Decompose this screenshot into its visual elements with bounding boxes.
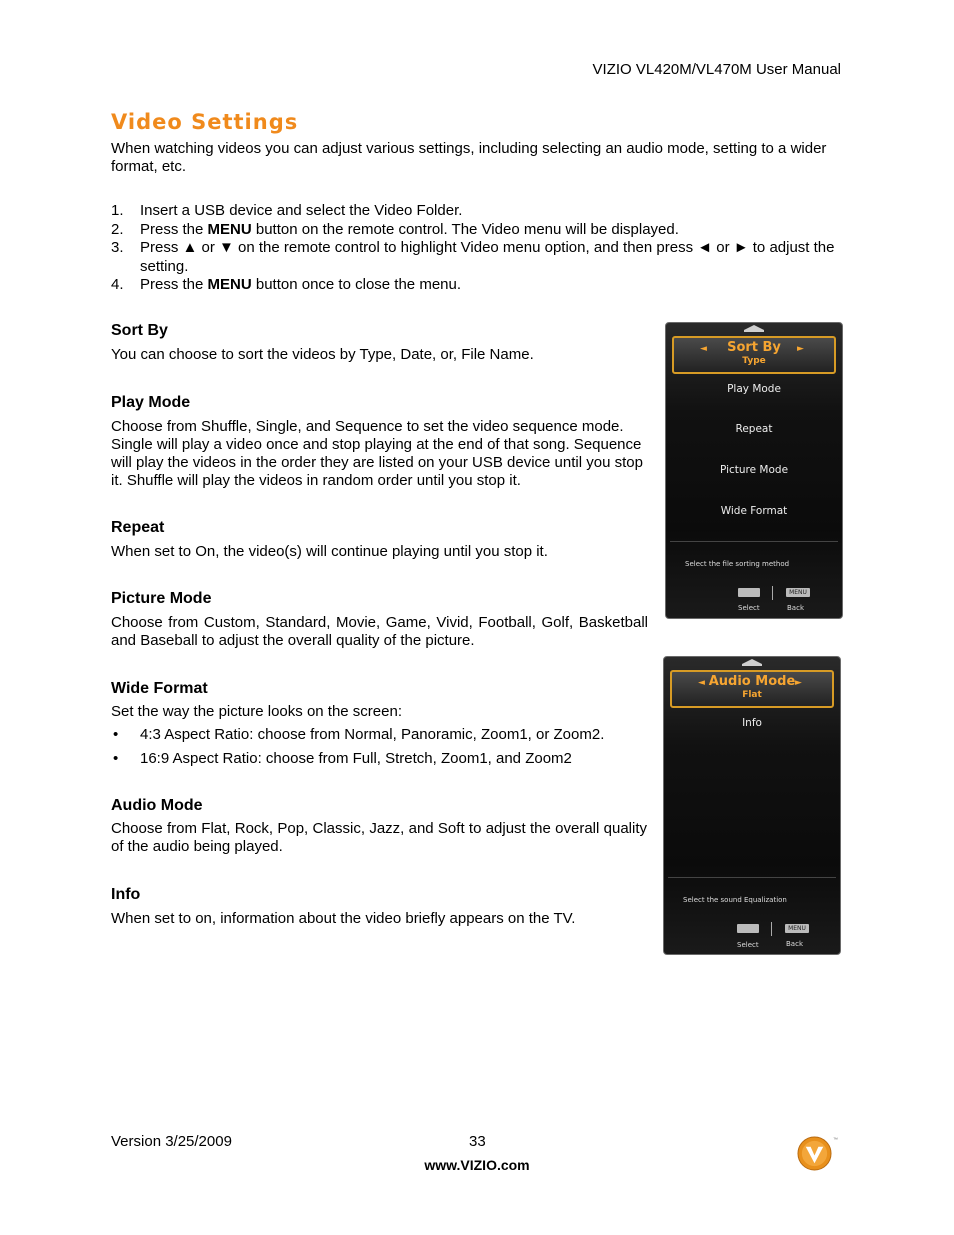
audio-mode-heading: Audio Mode — [111, 797, 203, 814]
info-body: When set to on, information about the video briefly appears on the TV. — [111, 910, 576, 927]
picture-mode-heading: Picture Mode — [111, 590, 212, 607]
select-keys-icon — [738, 588, 760, 597]
sort-by-body: You can choose to sort the videos by Type, Date, or, File Name. — [111, 346, 534, 363]
step-item: 4. Press the MENU button once to close the menu. — [111, 276, 462, 293]
right-arrow-icon: ► — [797, 344, 804, 354]
video-menu-audio-mode — [663, 656, 841, 955]
menu-item[interactable]: Repeat — [735, 423, 773, 435]
back-label: Back — [787, 604, 804, 612]
list-item: • 16:9 Aspect Ratio: choose from Full, Stretch, Zoom1, and Zoom2 — [113, 750, 572, 767]
divider — [772, 586, 773, 600]
page-number: 33 — [469, 1133, 486, 1150]
page-title: Video Settings — [111, 110, 299, 134]
play-mode-heading: Play Mode — [111, 394, 191, 411]
audio-mode-body: Choose from Flat, Rock, Pop, Classic, Jazz, and Soft to adjust the overall quality of the audio being played. — [111, 820, 647, 855]
menu-hint: Select the sound Equalization — [683, 896, 787, 904]
wide-format-body: Set the way the picture looks on the screen: — [111, 703, 402, 720]
back-label: Back — [786, 940, 803, 948]
step-item: 2. Press the MENU button on the remote control. The Video menu will be displayed. — [111, 220, 679, 238]
wide-format-heading: Wide Format — [111, 680, 208, 697]
divider — [668, 877, 836, 878]
menu-key-icon: MENU — [785, 924, 809, 933]
trademark-mark: ™ — [833, 1137, 838, 1143]
select-label: Select — [737, 941, 759, 949]
intro-paragraph: When watching videos you can adjust various settings, including selecting an audio mode, setting to a wider format, etc. — [111, 140, 827, 175]
menu-item[interactable]: Picture Mode — [719, 464, 789, 476]
step-item: 3. Press ▲ or ▼ on the remote control to highlight Video menu option, and then press ◄ or ► to adjust the setting. — [111, 239, 835, 275]
up-arrow-bar — [744, 330, 764, 332]
version-text: Version 3/25/2009 — [111, 1133, 232, 1150]
menu-hint: Select the file sorting method — [685, 560, 790, 568]
repeat-heading: Repeat — [111, 519, 165, 536]
divider — [670, 541, 838, 542]
repeat-body: When set to On, the video(s) will continue playing until you stop it. — [111, 543, 548, 560]
divider — [771, 922, 772, 936]
menu-item[interactable]: Wide Format — [720, 505, 788, 517]
menu-item[interactable]: Info — [742, 717, 762, 729]
steps-list — [111, 202, 843, 295]
step-item: 1. Insert a USB device and select the Video Folder. — [111, 202, 463, 219]
list-item: • 4:3 Aspect Ratio: choose from Normal, Panoramic, Zoom1, or Zoom2. — [113, 726, 605, 743]
video-menu-sort-by — [665, 322, 843, 619]
up-arrow-bar — [742, 664, 762, 666]
wide-format-bullets — [111, 726, 651, 774]
sort-by-heading: Sort By — [111, 322, 168, 339]
select-keys-icon — [737, 924, 759, 933]
website-link[interactable]: www.VIZIO.com — [424, 1157, 530, 1173]
menu-key-icon: MENU — [786, 588, 810, 597]
vizio-logo-icon — [797, 1136, 832, 1171]
left-arrow-icon: ◄ — [700, 344, 707, 354]
left-arrow-icon: ◄ — [698, 678, 705, 688]
right-arrow-icon: ► — [795, 678, 802, 688]
manual-header: VIZIO VL420M/VL470M User Manual — [592, 61, 841, 78]
info-heading: Info — [111, 886, 141, 903]
selected-option[interactable]: Sort By Type — [672, 336, 836, 374]
selected-option[interactable]: Audio Mode Flat — [670, 670, 834, 708]
select-label: Select — [738, 604, 760, 612]
play-mode-body: Choose from Shuffle, Single, and Sequence to set the video sequence mode. Single will play a video once and stop playing at the end of that song. Sequence will play the videos in the order they are listed on your USB device until you stop it. Shuffle will play the videos in random order until you stop it. — [111, 418, 643, 489]
menu-item[interactable]: Play Mode — [727, 383, 781, 395]
picture-mode-body: Choose from Custom, Standard, Movie, Game, Vivid, Football, Golf, Basketball and Baseball to adjust the overall quality of the picture. — [111, 614, 648, 649]
